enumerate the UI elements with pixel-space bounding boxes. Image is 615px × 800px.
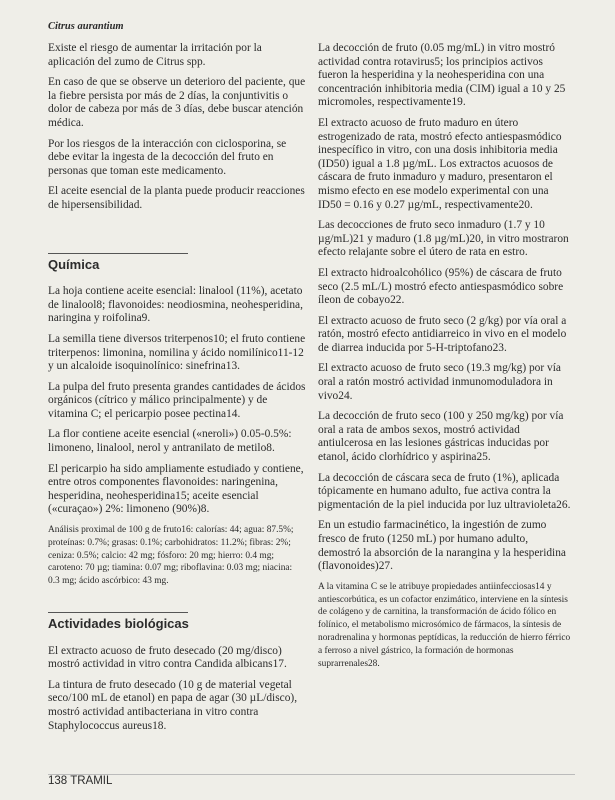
footer-rule (48, 774, 575, 775)
section-rule (48, 253, 188, 254)
left-paragraph-4: El aceite esencial de la planta puede producir reacciones de hipersensibilidad. (48, 185, 305, 211)
footer-label: TRAMIL (70, 775, 113, 787)
left-paragraph-2: En caso de que se observe un deterioro del paciente, que la fiebre persista por más de 2 días, la conjuntivitis o dolor de cabeza por más de 3 días, debe buscar atención médica. (48, 76, 306, 129)
left-paragraph-3: Por los riesgos de la interacción con ciclosporina, se debe evitar la ingesta de la decocción del fruto en personas que toman este medicamento. (48, 137, 287, 177)
running-header: Citrus aurantium (48, 21, 124, 32)
right-paragraph-1: La decocción de fruto (0.05 mg/mL) in vitro mostró actividad contra rotavirus5; los principios activos fueron la hesperidina y la neohesperidina con una concentración inhibitoria media (CIM) igual a 10 y 25 micromoles, respectivamente19. (318, 42, 566, 109)
right-paragraph-2: El extracto acuoso de fruto maduro en útero estrogenizado de rata, mostró efecto antiespasmódico inespecífico in vitro, con una dosis inhibitoria media (ID50) igual a 1.8 µg/mL. Los extractos acuosos de cáscara de fruto inmaduro y maduro, presentaron el mismo efecto en ese modelo experimental con una ID50 = 0.16 y 0.27 µg/mL, respectivamente20. (318, 116, 562, 211)
left-paragraph-1: Existe el riesgo de aumentar la irritación por la aplicación del zumo de Citrus spp. (48, 42, 262, 68)
section-rule (48, 612, 188, 613)
quimica-paragraph-1: La hoja contiene aceite esencial: linalool (11%), acetato de linalool8; flavonoides: neodiosmina, neohesperidina, naringina y roifolina9. (48, 285, 303, 325)
actividades-paragraph-1: El extracto acuoso de fruto desecado (20 mg/disco) mostró actividad in vitro contra Candida albicans17. (48, 644, 287, 671)
actividades-paragraph-2: La tintura de fruto desecado (10 g de material vegetal seco/100 mL de etanol) en papa de agar (30 µL/disco), mostró actividad antibacteriana in vitro contra Staphylococcus aureus18. (48, 678, 298, 732)
section-title-quimica: Química (48, 256, 100, 272)
section-quimica (48, 253, 306, 588)
right-paragraph-4: El extracto hidroalcohólico (95%) de cáscara de fruto seco (2.5 mL/L) mostró efecto antiespasmódico sobre íleon de cobayo22. (318, 266, 564, 307)
quimica-paragraph-3: La pulpa del fruto presenta grandes cantidades de ácidos orgánicos (cítrico y málico principalmente) y de vitamina C; el pericarpio posee pectina14. (48, 380, 306, 420)
right-paragraph-8: La decocción de cáscara seca de fruto (1%), aplicada tópicamente en humano adulto, fue activa contra la pigmentación de la piel inducida por luz ultravioleta26. (318, 471, 571, 511)
right-column (318, 42, 573, 676)
right-paragraph-7: La decocción de fruto seco (100 y 250 mg/kg) por vía oral a rata de ambos sexos, mostró actividad antiulcerosa en las lesiones gástricas inducidas por etanol, ácido clorhídrico y aspirina25. (318, 410, 564, 464)
right-paragraph-3: Las decocciones de fruto seco inmaduro (1.7 y 10 µg/mL)21 y maduro (1.8 µg/mL)20, in vitro mostraron efecto relajante sobre el útero de rata en estro. (318, 219, 569, 259)
right-paragraph-10: A la vitamina C se le atribuye propiedades antiinfecciosas14 y antiescorbútica, es un cofactor enzimático, interviene en la síntesis de colágeno y de carnitina, la transformación de ácido fólico en folínico, el metabolismo microsómico de fármacos, la síntesis de noradrenalina y hormonas peptídicas, la reducción de hierro férrico a ferroso a nivel gástrico, la formación de hormonas suprarrenales28. (318, 581, 571, 669)
quimica-proximal-analysis: Análisis proximal de 100 g de fruto16: calorías: 44; agua: 87.5%; proteínas: 0.7%; grasas: 0.1%; carbohidratos: 11.2%; fibras: 2%; ceniza: 0.5%; calcio: 42 mg; fósforo: 20 mg; hierro: 0.4 mg; caroteno: 70 µg; tiamina: 0.07 mg; riboflavina: 0.03 mg; niacina: 0.3 mg; ácido ascórbico: 43 mg. (48, 525, 294, 587)
page-number: 138 (48, 775, 68, 787)
right-paragraph-6: El extracto acuoso de fruto seco (19.3 mg/kg) por vía oral a ratón mostró actividad inmunomoduladora in vivo24. (318, 362, 561, 402)
page-footer (48, 775, 112, 787)
quimica-paragraph-2: La semilla tiene diversos triterpenos10; el fruto contiene triterpenos: limonina, nomilina y ácido nomilínico11-12 y un alcaloide isoquinolínico: sinefrina13. (48, 332, 306, 373)
section-actividades (48, 612, 306, 733)
quimica-paragraph-5: El pericarpio ha sido ampliamente estudiado y contiene, entre otros componentes flavonoides: naringenina, hesperidina, neohesperidina15; aceite esencial («curaçao») 2%: limoneno (90%)8. (48, 462, 304, 516)
right-paragraph-5: El extracto acuoso de fruto seco (2 g/kg) por vía oral a ratón, mostró efecto antidiarreico in vivo en el modelo de diarrea inducida por 5-H-triptofano23. (318, 314, 567, 354)
right-paragraph-9: En un estudio farmacinético, la ingestión de zumo fresco de fruto (1250 mL) por humano adulto, demostró la absorción de la narangina y la hesperidina (flavonoides)27. (318, 519, 566, 573)
quimica-paragraph-4: La flor contiene aceite esencial («neroli») 0.05-0.5%: limoneno, linalool, nerol y antranilato de metilo8. (48, 428, 292, 455)
section-title-actividades: Actividades biológicas (48, 616, 189, 632)
left-column (48, 42, 306, 740)
